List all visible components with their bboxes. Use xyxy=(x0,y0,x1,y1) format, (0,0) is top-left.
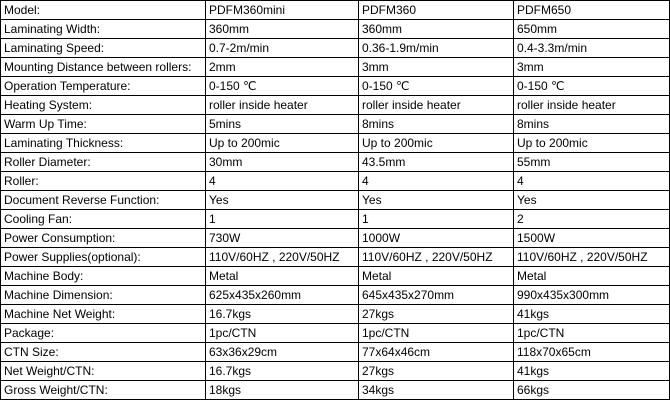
spec-value-cell: 3mm xyxy=(359,58,514,77)
spec-value-cell: 118x70x65cm xyxy=(514,343,670,362)
spec-value-cell: 0-150 ℃ xyxy=(514,77,670,96)
spec-value-cell: 8mins xyxy=(359,115,514,134)
spec-value-cell: 1 xyxy=(206,210,359,229)
spec-value-cell: Up to 200mic xyxy=(206,134,359,153)
spec-label-cell: Machine Body: xyxy=(1,267,206,286)
table-row xyxy=(1,267,670,286)
spec-value-cell: 730W xyxy=(206,229,359,248)
spec-value-cell: 110V/60HZ , 220V/50HZ xyxy=(514,248,670,267)
spec-label-cell: Model: xyxy=(1,1,206,20)
spec-value-cell: 16.7kgs xyxy=(206,362,359,381)
spec-value-cell: 0.7-2m/min xyxy=(206,39,359,58)
spec-value-cell: 990x435x300mm xyxy=(514,286,670,305)
table-row xyxy=(1,20,670,39)
table-row xyxy=(1,134,670,153)
spec-table-body xyxy=(1,1,670,400)
spec-label-cell: Laminating Thickness: xyxy=(1,134,206,153)
spec-value-cell: 63x36x29cm xyxy=(206,343,359,362)
spec-value-cell: 16.7kgs xyxy=(206,305,359,324)
table-row xyxy=(1,381,670,400)
spec-value-cell: 4 xyxy=(206,172,359,191)
spec-value-cell: 0.4-3.3m/min xyxy=(514,39,670,58)
spec-value-cell: 110V/60HZ , 220V/50HZ xyxy=(206,248,359,267)
spec-label-cell: Power Supplies(optional): xyxy=(1,248,206,267)
spec-value-cell: 55mm xyxy=(514,153,670,172)
spec-value-cell: 650mm xyxy=(514,20,670,39)
spec-value-cell: 625x435x260mm xyxy=(206,286,359,305)
table-row xyxy=(1,343,670,362)
spec-value-cell: PDFM650 xyxy=(514,1,670,20)
spec-label-cell: Gross Weight/CTN: xyxy=(1,381,206,400)
spec-value-cell: Yes xyxy=(359,191,514,210)
table-row xyxy=(1,172,670,191)
spec-value-cell: 27kgs xyxy=(359,362,514,381)
table-row xyxy=(1,210,670,229)
spec-value-cell: 41kgs xyxy=(514,305,670,324)
spec-label-cell: Heating System: xyxy=(1,96,206,115)
table-row xyxy=(1,229,670,248)
spec-value-cell: 43.5mm xyxy=(359,153,514,172)
spec-label-cell: Operation Temperature: xyxy=(1,77,206,96)
spec-label-cell: CTN Size: xyxy=(1,343,206,362)
spec-value-cell: 18kgs xyxy=(206,381,359,400)
spec-value-cell: 30mm xyxy=(206,153,359,172)
spec-value-cell: 41kgs xyxy=(514,362,670,381)
spec-value-cell: 1pc/CTN xyxy=(514,324,670,343)
spec-value-cell: 34kgs xyxy=(359,381,514,400)
spec-label-cell: Cooling Fan: xyxy=(1,210,206,229)
spec-label-cell: Mounting Distance between rollers: xyxy=(1,58,206,77)
spec-value-cell: roller inside heater xyxy=(514,96,670,115)
table-row xyxy=(1,305,670,324)
spec-value-cell: Yes xyxy=(514,191,670,210)
spec-value-cell: roller inside heater xyxy=(359,96,514,115)
spec-value-cell: Up to 200mic xyxy=(359,134,514,153)
spec-value-cell: 4 xyxy=(359,172,514,191)
spec-value-cell: Metal xyxy=(206,267,359,286)
table-row xyxy=(1,153,670,172)
spec-value-cell: 77x64x46cm xyxy=(359,343,514,362)
spec-value-cell: 1 xyxy=(359,210,514,229)
spec-label-cell: Roller: xyxy=(1,172,206,191)
spec-value-cell: PDFM360mini xyxy=(206,1,359,20)
spec-label-cell: Laminating Speed: xyxy=(1,39,206,58)
table-row xyxy=(1,191,670,210)
spec-label-cell: Net Weight/CTN: xyxy=(1,362,206,381)
table-row xyxy=(1,362,670,381)
spec-value-cell: 645x435x270mm xyxy=(359,286,514,305)
spec-label-cell: Roller Diameter: xyxy=(1,153,206,172)
spec-label-cell: Warm Up Time: xyxy=(1,115,206,134)
table-row xyxy=(1,248,670,267)
table-row xyxy=(1,324,670,343)
spec-label-cell: Document Reverse Function: xyxy=(1,191,206,210)
spec-label-cell: Laminating Width: xyxy=(1,20,206,39)
spec-value-cell: 66kgs xyxy=(514,381,670,400)
spec-value-cell: Yes xyxy=(206,191,359,210)
spec-label-cell: Power Consumption: xyxy=(1,229,206,248)
spec-label-cell: Machine Net Weight: xyxy=(1,305,206,324)
spec-value-cell: 110V/60HZ , 220V/50HZ xyxy=(359,248,514,267)
table-row xyxy=(1,77,670,96)
spec-value-cell: 360mm xyxy=(206,20,359,39)
spec-value-cell: 0-150 ℃ xyxy=(359,77,514,96)
spec-value-cell: 2mm xyxy=(206,58,359,77)
spec-value-cell: 5mins xyxy=(206,115,359,134)
spec-value-cell: 4 xyxy=(514,172,670,191)
spec-value-cell: Metal xyxy=(359,267,514,286)
table-row xyxy=(1,1,670,20)
spec-value-cell: 1500W xyxy=(514,229,670,248)
spec-value-cell: 360mm xyxy=(359,20,514,39)
spec-value-cell: 2 xyxy=(514,210,670,229)
spec-value-cell: 27kgs xyxy=(359,305,514,324)
spec-label-cell: Machine Dimension: xyxy=(1,286,206,305)
spec-value-cell: Metal xyxy=(514,267,670,286)
table-row xyxy=(1,115,670,134)
table-row xyxy=(1,96,670,115)
spec-value-cell: 0.36-1.9m/min xyxy=(359,39,514,58)
table-row xyxy=(1,58,670,77)
table-row xyxy=(1,39,670,58)
spec-value-cell: 1pc/CTN xyxy=(359,324,514,343)
spec-value-cell: 3mm xyxy=(514,58,670,77)
spec-value-cell: 1pc/CTN xyxy=(206,324,359,343)
table-row xyxy=(1,286,670,305)
spec-value-cell: roller inside heater xyxy=(206,96,359,115)
spec-value-cell: 0-150 ℃ xyxy=(206,77,359,96)
spec-value-cell: PDFM360 xyxy=(359,1,514,20)
spec-value-cell: Up to 200mic xyxy=(514,134,670,153)
spec-label-cell: Package: xyxy=(1,324,206,343)
spec-value-cell: 1000W xyxy=(359,229,514,248)
spec-value-cell: 8mins xyxy=(514,115,670,134)
